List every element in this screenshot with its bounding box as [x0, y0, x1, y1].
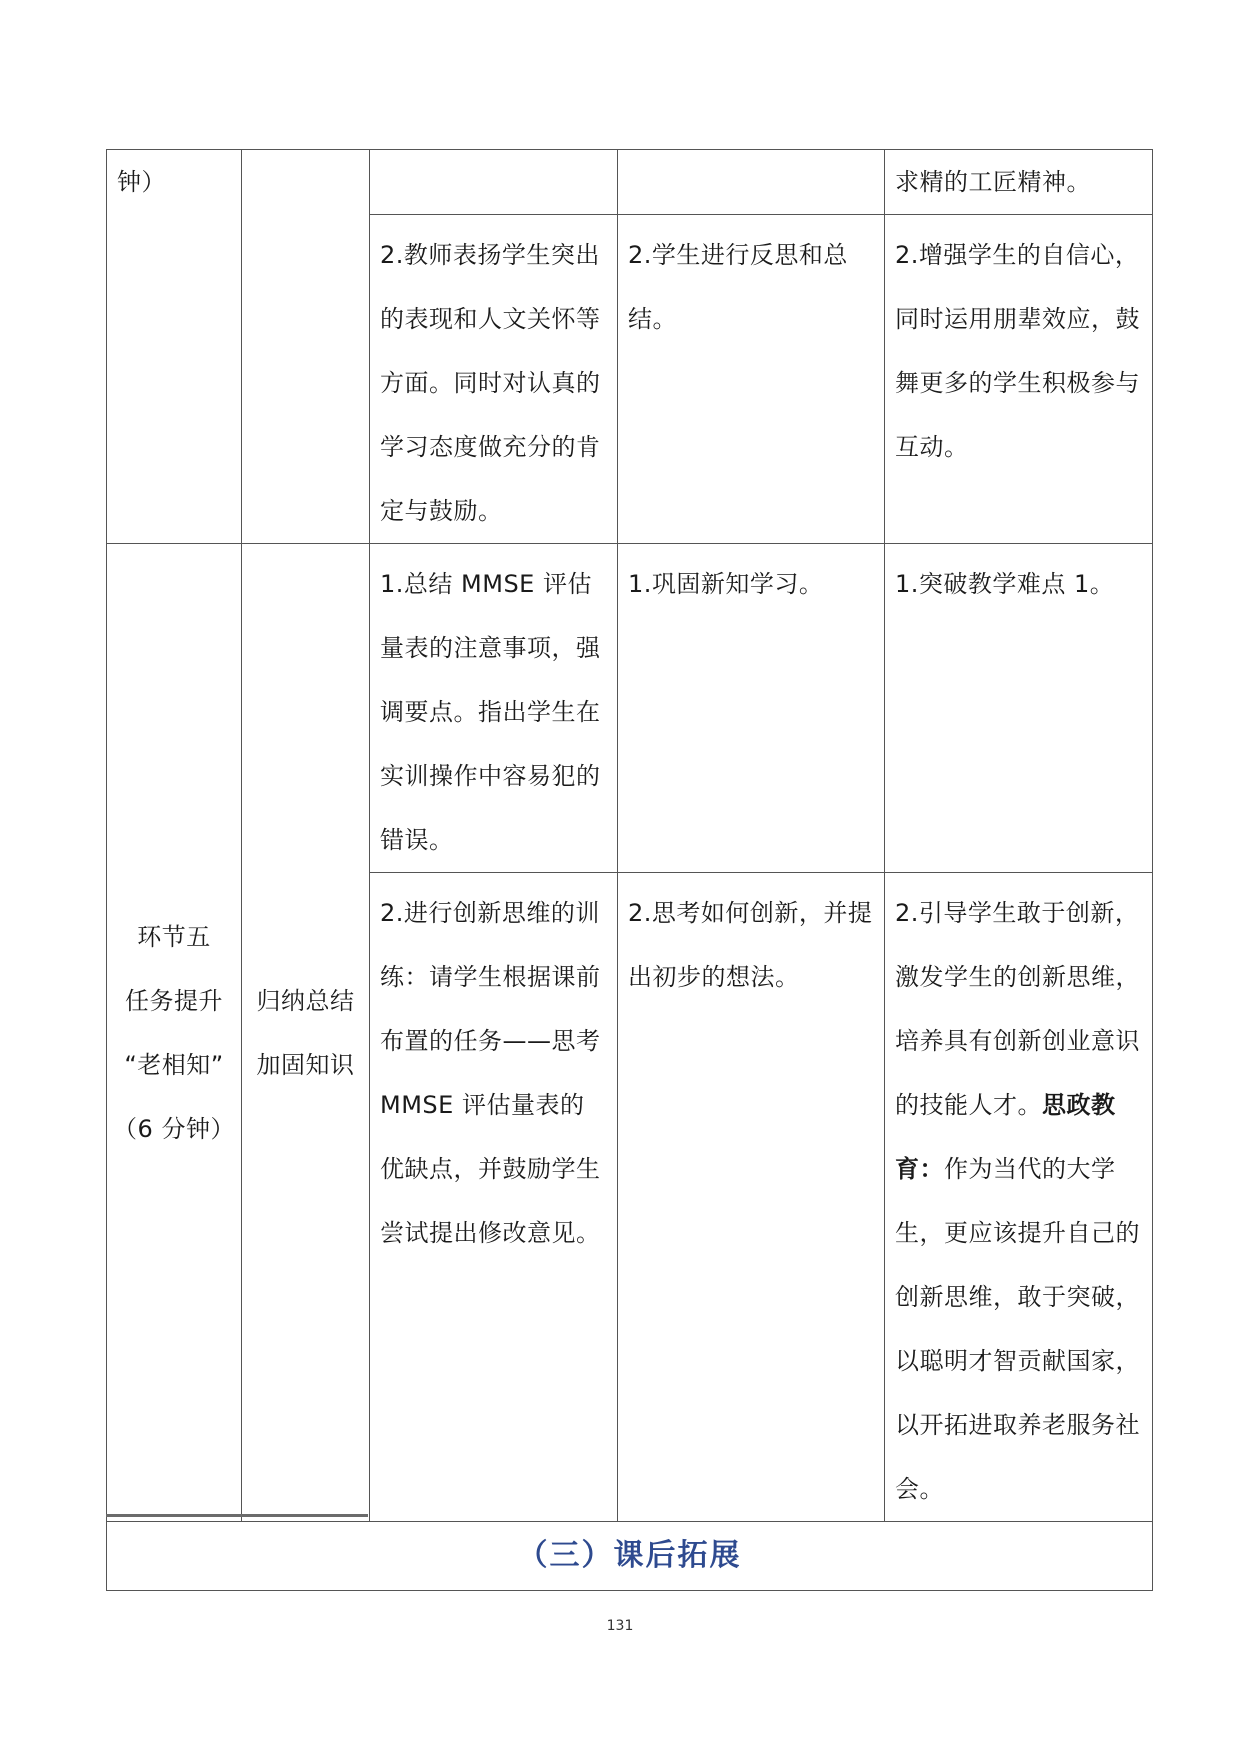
teacher-activity-text: 1.总结 MMSE 评估量表的注意事项，强调要点。指出学生在实训操作中容易犯的错误。 — [380, 570, 601, 854]
design-intent-cell — [885, 544, 1153, 873]
design-intent-text: 1.突破教学难点 1。 — [895, 570, 1115, 598]
design-intent-cell — [885, 215, 1153, 544]
design-intent-text: 求精的工匠精神。 — [895, 168, 1091, 196]
design-intent-text: 2.增强学生的自信心，同时运用朋辈效应，鼓舞更多的学生积极参与互动。 — [895, 241, 1140, 461]
section-header-row — [107, 1522, 1153, 1591]
teacher-activity-cell — [370, 215, 618, 544]
teacher-activity-cell — [370, 150, 618, 215]
section-title: （三）课后拓展 — [107, 1522, 1153, 1591]
design-intent-text: 2.引导学生敢于创新，激发学生的创新思维，培养具有创新创业意识的技能人才。 — [895, 899, 1140, 1119]
table-row — [107, 150, 1153, 215]
goal-line-2: 加固知识 — [256, 1050, 355, 1079]
goal-cell-continued — [242, 150, 370, 544]
goal-line-1: 归纳总结 — [256, 986, 355, 1015]
stage-name: 环节五 — [137, 922, 211, 951]
student-activity-cell — [618, 150, 885, 215]
stage-duration: （6 分钟） — [113, 1114, 235, 1143]
teacher-activity-cell — [370, 544, 618, 873]
student-activity-cell — [618, 873, 885, 1522]
teacher-activity-text: 2.教师表扬学生突出的表现和人文关怀等方面。同时对认真的学习态度做充分的肯定与鼓励。 — [380, 241, 601, 525]
student-activity-text: 2.学生进行反思和总结。 — [628, 241, 848, 333]
stage-task: 任务提升 — [125, 986, 223, 1015]
page-number: 131 — [606, 1618, 634, 1634]
lesson-plan-table — [106, 149, 1153, 1591]
goal-cell — [242, 544, 370, 1522]
teacher-activity-cell — [370, 873, 618, 1522]
design-intent-cell — [885, 150, 1153, 215]
stage-cell-continued — [107, 150, 242, 544]
student-activity-text: 1.巩固新知学习。 — [628, 570, 824, 598]
design-intent-cell — [885, 873, 1153, 1522]
stage-cell — [107, 544, 242, 1522]
student-activity-text: 2.思考如何创新，并提出初步的想法。 — [628, 899, 873, 991]
ideological-education-label: 思政教育： — [895, 1091, 1116, 1183]
student-activity-cell — [618, 215, 885, 544]
table-divider — [106, 1514, 368, 1517]
ideological-education-text: 作为当代的大学生，更应该提升自己的创新思维，敢于突破，以聪明才智贡献国家，以开拓进取养老服务社会。 — [895, 1155, 1140, 1503]
stage-continued-text: 钟） — [117, 168, 166, 196]
teacher-activity-text: 2.进行创新思维的训练：请学生根据课前布置的任务——思考 MMSE 评估量表的优缺点，并鼓励学生尝试提出修改意见。 — [380, 899, 601, 1247]
stage-subtitle: “老相知” — [124, 1050, 224, 1079]
table-row — [107, 544, 1153, 873]
student-activity-cell — [618, 544, 885, 873]
